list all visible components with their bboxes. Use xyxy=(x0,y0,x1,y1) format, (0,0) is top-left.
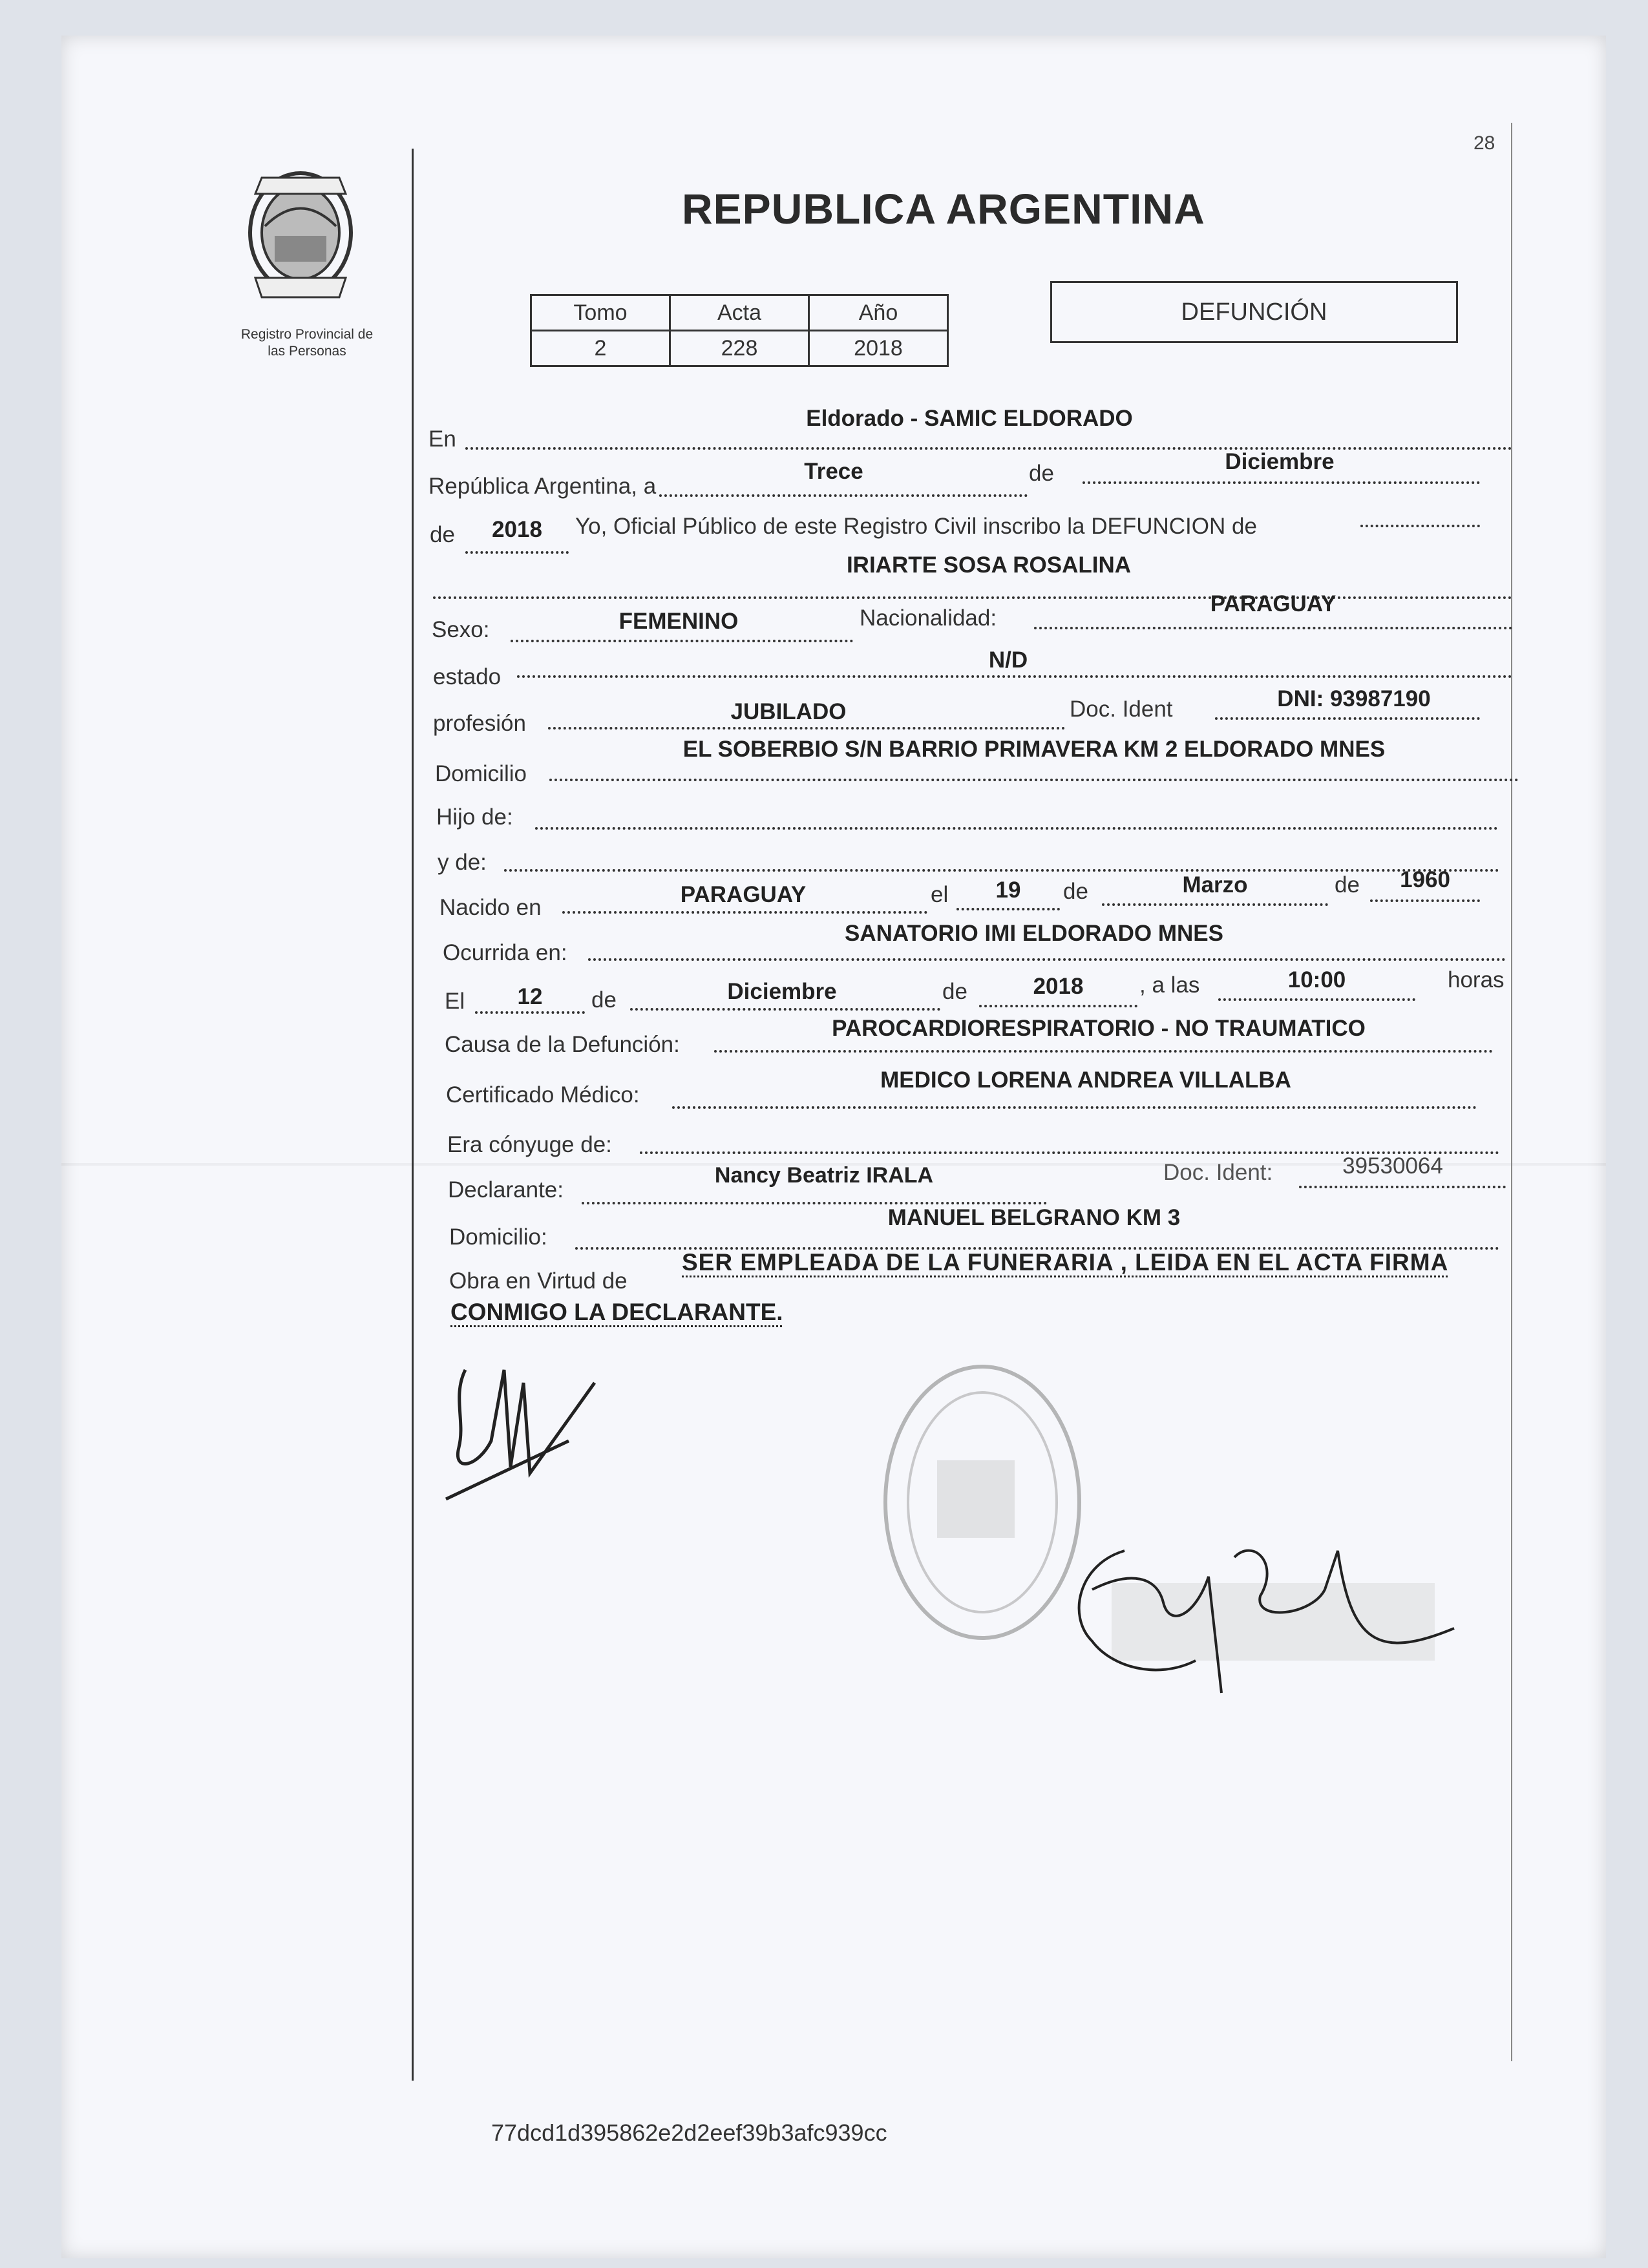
cert-line xyxy=(672,1106,1477,1109)
profesion-line xyxy=(548,727,1065,730)
estado-value: N/D xyxy=(988,647,1028,673)
registry-table xyxy=(530,294,949,367)
left-margin-line xyxy=(412,149,414,2081)
domicilio2-label: Domicilio: xyxy=(449,1224,547,1250)
doc2-line xyxy=(1299,1186,1506,1188)
death-month-line xyxy=(630,1008,940,1011)
death-time: 10:00 xyxy=(1287,967,1346,992)
declarante-line xyxy=(582,1202,1047,1204)
year-value: 2018 xyxy=(492,517,542,542)
nacido-value: PARAGUAY xyxy=(680,882,807,907)
sexo-label: Sexo: xyxy=(432,617,490,642)
yde-line xyxy=(504,869,1499,872)
death-time-line xyxy=(1218,998,1415,1001)
death-year-line xyxy=(979,1005,1137,1007)
document-title: REPUBLICA ARGENTINA xyxy=(682,185,1205,233)
acta-header: Acta xyxy=(670,295,809,331)
sexo-value: FEMENINO xyxy=(618,609,739,634)
alas-label: , a las xyxy=(1139,972,1200,998)
de3-label: de xyxy=(1063,879,1088,904)
conyuge-label: Era cónyuge de: xyxy=(447,1132,612,1157)
declarant-signature xyxy=(439,1344,607,1512)
yde-label: y de: xyxy=(438,850,487,875)
birth-month: Marzo xyxy=(1182,872,1248,898)
day-line xyxy=(659,494,1028,497)
death-month: Diciembre xyxy=(727,979,837,1004)
causa-value: PAROCARDIORESPIRATORIO - NO TRAUMATICO xyxy=(832,1016,1366,1041)
declarante-value: Nancy Beatriz IRALA xyxy=(714,1163,934,1188)
birth-month-line xyxy=(1102,903,1328,906)
causa-label: Causa de la Defunción: xyxy=(445,1032,680,1057)
obra-value-line1: SER EMPLEADA DE LA FUNERARIA , LEIDA EN EL ACTA FIRMA xyxy=(682,1249,1449,1276)
en-value: Eldorado - SAMIC ELDORADO xyxy=(806,406,1133,431)
day-value: Trece xyxy=(804,459,863,484)
obra-value-line2: CONMIGO LA DECLARANTE. xyxy=(450,1299,783,1325)
domicilio-label: Domicilio xyxy=(435,761,527,786)
obra-label: Obra en Virtud de xyxy=(449,1268,628,1294)
de4-label: de xyxy=(1335,872,1360,898)
de2-label: de xyxy=(430,522,455,547)
death-day-line xyxy=(475,1011,585,1014)
cert-value: MEDICO LORENA ANDREA VILLALBA xyxy=(880,1067,1291,1093)
nacido-label: Nacido en xyxy=(439,895,542,920)
record-type-box: DEFUNCIÓN xyxy=(1050,281,1458,343)
registry-label: Registro Provincial de las Personas xyxy=(240,327,374,359)
nacido-line xyxy=(562,911,927,914)
doc2-label: Doc. Ident: xyxy=(1163,1160,1273,1185)
de5-label: de xyxy=(591,987,617,1013)
anio-header: Año xyxy=(809,295,948,331)
birth-day: 19 xyxy=(995,877,1021,903)
nacionalidad-line xyxy=(1034,627,1512,629)
birth-year: 1960 xyxy=(1400,867,1450,892)
sexo-line xyxy=(511,640,853,642)
hijo-label: Hijo de: xyxy=(436,804,513,830)
month-value: Diciembre xyxy=(1225,449,1335,474)
page-number: 28 xyxy=(1474,132,1495,154)
doc-value: DNI: 93987190 xyxy=(1277,686,1431,711)
de6-label: de xyxy=(942,979,967,1004)
nacionalidad-label: Nacionalidad: xyxy=(860,605,997,631)
ocurrida-label: Ocurrida en: xyxy=(443,940,567,965)
deceased-name: IRIARTE SOSA ROSALINA xyxy=(846,552,1132,578)
domicilio2-value: MANUEL BELGRANO KM 3 xyxy=(887,1205,1181,1230)
birth-year-line xyxy=(1370,899,1480,902)
cert-label: Certificado Médico: xyxy=(446,1082,640,1108)
death-year: 2018 xyxy=(1033,974,1084,999)
estado-label: estado xyxy=(433,664,502,689)
domicilio-line xyxy=(549,779,1519,781)
declarante-label: Declarante: xyxy=(448,1177,564,1202)
hijo-line xyxy=(535,827,1498,830)
doc-label: Doc. Ident xyxy=(1070,697,1173,722)
estado-line xyxy=(517,675,1512,678)
statement-text: Yo, Oficial Público de este Registro Civil inscribo la DEFUNCION de xyxy=(575,514,1257,539)
year-line xyxy=(465,551,569,554)
misiones-provincial-seal-icon xyxy=(236,165,365,307)
official-signature-and-stamp xyxy=(1066,1512,1467,1719)
ocurrida-value: SANATORIO IMI ELDORADO MNES xyxy=(845,921,1223,946)
registry-round-stamp xyxy=(866,1350,1086,1654)
anio-value: 2018 xyxy=(809,331,948,366)
nacionalidad-value: PARAGUAY xyxy=(1210,591,1336,616)
tomo-header: Tomo xyxy=(531,295,670,331)
document-paper xyxy=(61,36,1606,2258)
profesion-label: profesión xyxy=(433,711,526,736)
profesion-value: JUBILADO xyxy=(730,699,847,724)
domicilio-value: EL SOBERBIO S/N BARRIO PRIMAVERA KM 2 ELDORADO MNES xyxy=(682,737,1386,762)
document-hash: 77dcd1d395862e2d2eef39b3afc939cc xyxy=(491,2119,887,2146)
death-day: 12 xyxy=(517,984,543,1009)
month-line xyxy=(1083,481,1480,484)
el2-label: El xyxy=(445,989,465,1014)
doc-line xyxy=(1215,717,1480,720)
right-margin-line xyxy=(1511,123,1512,2061)
statement-line xyxy=(1360,525,1480,527)
causa-line xyxy=(714,1050,1493,1053)
acta-value: 228 xyxy=(670,331,809,366)
ocurrida-line xyxy=(588,958,1506,961)
en-label: En xyxy=(428,426,456,452)
tomo-value: 2 xyxy=(531,331,670,366)
el-label: el xyxy=(931,882,949,907)
de-label: de xyxy=(1029,461,1054,486)
birth-day-line xyxy=(956,908,1060,910)
horas-label: horas xyxy=(1448,967,1505,992)
rep-label: República Argentina, a xyxy=(428,474,657,499)
doc2-value: 39530064 xyxy=(1342,1153,1443,1179)
